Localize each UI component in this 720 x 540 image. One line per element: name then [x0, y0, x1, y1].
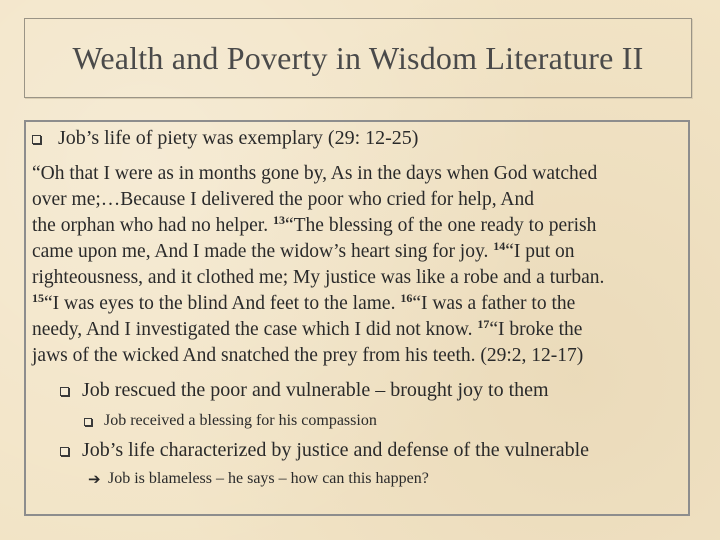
quote-text: “I put on — [505, 241, 575, 262]
quote-line — [32, 213, 684, 239]
title-frame — [24, 18, 692, 98]
square-bullet-icon — [60, 447, 69, 456]
right-arrow-icon: ➔ — [88, 470, 101, 488]
square-bullet-icon — [32, 135, 41, 144]
quote-text: needy, And I investigated the case which I did not know. — [32, 319, 478, 340]
square-bullet-icon — [60, 387, 69, 396]
quote-text: “The blessing of the one ready to perish — [284, 215, 597, 236]
sub-point-text: Job rescued the poor and vulnerable – brought joy to them — [82, 379, 549, 401]
verse-number: 14 — [493, 239, 506, 253]
quote-text: “I was eyes to the blind And feet to the lame. — [44, 293, 401, 314]
quote-line: righteousness, and it clothed me; My justice was like a robe and a turban. — [32, 267, 605, 288]
main-point-text: Job’s life of piety was exemplary (29: 12-25) — [58, 127, 419, 149]
verse-number: 15 — [32, 291, 44, 305]
square-bullet-icon — [84, 418, 92, 426]
verse-number: 16 — [400, 291, 413, 305]
sub-point-text: Job’s life characterized by justice and defense of the vulnerable — [82, 439, 590, 461]
sub-sub-point-text: Job received a blessing for his compassion — [104, 412, 377, 429]
quote-line — [32, 291, 684, 317]
verse-number: 17 — [477, 317, 490, 331]
quote-text: “I was a father to the — [412, 293, 576, 314]
quote-line: over me;…Because I delivered the poor who cried for help, And — [32, 189, 534, 210]
quote-text: the orphan who had no helper. — [32, 215, 273, 236]
quote-line — [32, 317, 684, 343]
quote-text: came upon me, And I made the widow’s heart sing for joy. — [32, 241, 494, 262]
quote-text: “I broke the — [489, 319, 583, 340]
quote-line — [32, 239, 684, 265]
quote-line: jaws of the wicked And snatched the prey from his teeth. (29:2, 12-17) — [32, 345, 584, 366]
slide-title: Wealth and Poverty in Wisdom Literature II — [72, 39, 644, 76]
scripture-quote — [32, 161, 684, 369]
arrow-point-text: Job is blameless – he says – how can this happen? — [108, 470, 429, 487]
verse-number: 13 — [272, 213, 285, 227]
quote-line: “Oh that I were as in months gone by, As in the days when God watched — [32, 163, 598, 184]
